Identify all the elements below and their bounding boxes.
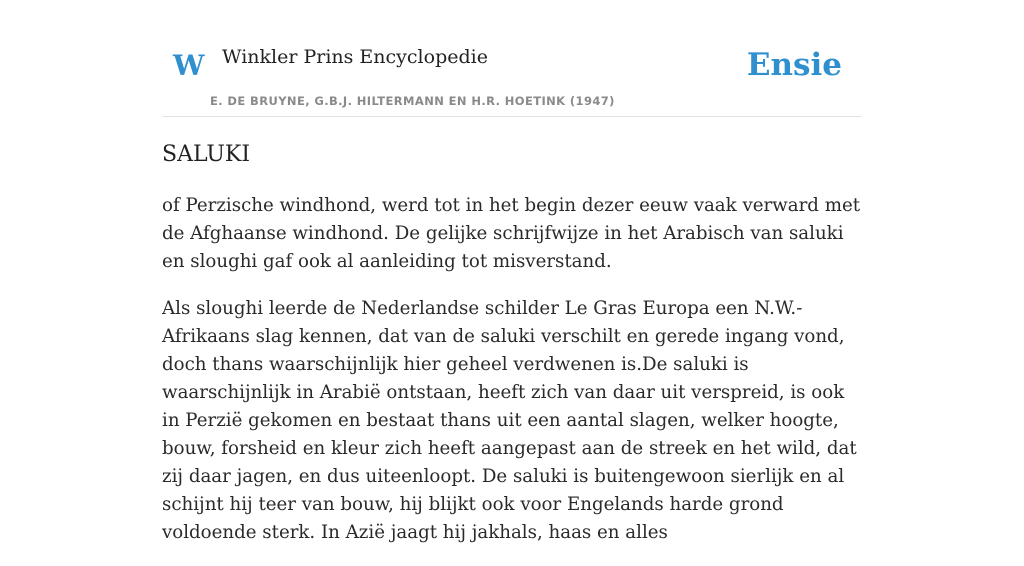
article-paragraph: of Perzische windhond, werd tot in het begin dezer eeuw vaak verward met de Afghaanse windhond. De gelijke schrijfwijze in het Arabisch van saluki en sloughi gaf ook al aanleiding tot misverstand. xyxy=(162,195,861,272)
ensie-logo[interactable]: Ensie xyxy=(746,47,842,83)
winkler-prins-logo-icon[interactable]: W xyxy=(173,49,205,82)
article-headword: SALUKI xyxy=(162,142,251,167)
article-body xyxy=(162,192,864,566)
source-header xyxy=(162,0,862,117)
article-paragraph: Als sloughi leerde de Nederlandse schilder Le Gras Europa een N.W.-Afrikaans slag kennen, dat van de saluki verschilt en gerede ingang vond, doch thans waarschijnlijk hier geheel verdwenen is.De saluki is waarschijnlijk in Arabië ontstaan, heeft zich van daar uit verspreid, is ook in Perzië gekomen en bestaat thans uit een aantal slagen, welker hoogte, bouw, forsheid en kleur zich heeft aangepast aan de streek en het wild, dat zij daar jagen, en dus uiteenloopt. De saluki is buitengewoon sierlijk en al schijnt hij teer van bouw, hij blijkt ook voor Engelands harde grond voldoende sterk. In Azië jaagt hij jakhals, haas en alles xyxy=(162,298,857,543)
source-authors: E. DE BRUYNE, G.B.J. HILTERMANN EN H.R. HOETINK (1947) xyxy=(210,94,615,108)
page xyxy=(162,0,862,543)
source-title[interactable]: Winkler Prins Encyclopedie xyxy=(222,46,488,68)
